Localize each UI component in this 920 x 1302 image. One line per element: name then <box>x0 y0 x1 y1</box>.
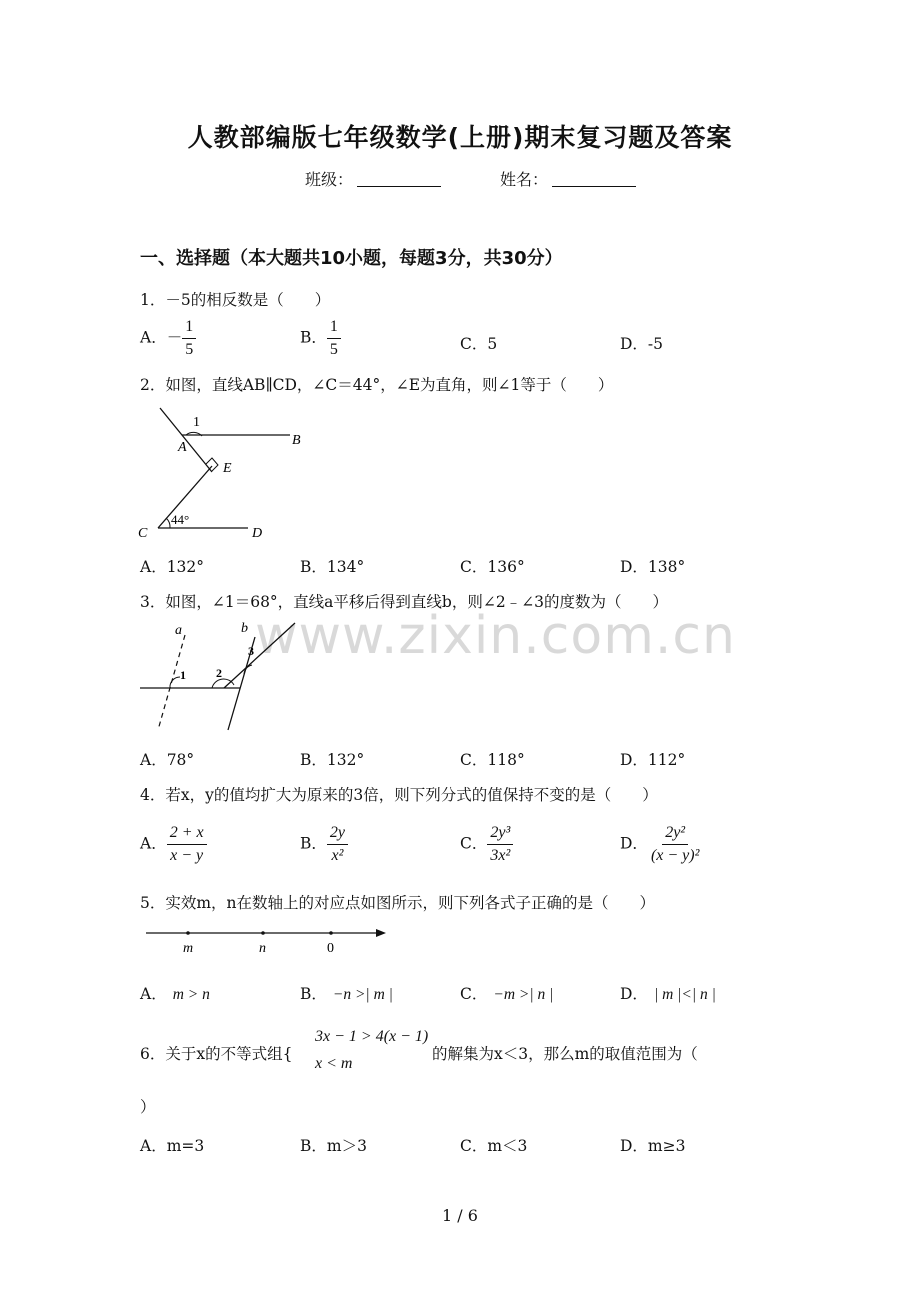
q6-option-b: B．m＞3 <box>300 1137 367 1155</box>
q5-c-label: C． <box>460 985 488 1003</box>
q3-label-a: a <box>175 623 182 638</box>
q3-figure <box>130 615 305 735</box>
q2-option-d: D．138° <box>620 558 686 576</box>
q4-option-c <box>460 824 513 865</box>
name-blank <box>552 172 636 187</box>
q4-b-num: 2y <box>327 824 348 845</box>
q2-label-angle: 44° <box>171 512 190 527</box>
q4-c-label: C． <box>460 834 488 853</box>
q4-c-num: 2y³ <box>487 824 513 845</box>
name-field <box>500 167 636 190</box>
q5-b-expr: −n >| m | <box>332 986 393 1003</box>
q5-stem: 5．实效m，n在数轴上的对应点如图所示，则下列各式子正确的是（ ） <box>140 894 656 912</box>
q2-label-E: E <box>223 461 232 476</box>
q5-c-expr: −m >| n | <box>493 986 554 1003</box>
q4-option-a <box>140 824 207 865</box>
q1-a-label: A． <box>140 328 167 347</box>
q6-stem-post: 的解集为x＜3，那么m的取值范围为（ <box>432 1045 698 1063</box>
q4-b-label: B． <box>300 834 327 853</box>
document-title: 人教部编版七年级数学(上册)期末复习题及答案 <box>187 123 733 152</box>
q1-b-fraction <box>327 318 341 359</box>
q2-label-D: D <box>252 526 263 541</box>
q5-label-m: m <box>183 941 194 956</box>
q4-d-num: 2y² <box>662 824 688 845</box>
q4-a-den: x − y <box>170 847 204 864</box>
q4-stem: 4．若x，y的值均扩大为原来的3倍，则下列分式的值保持不变的是（ ） <box>140 786 658 804</box>
q6-option-a: A．m=3 <box>140 1137 205 1155</box>
q2-label-A: A <box>178 440 187 455</box>
q3-option-b: B．132° <box>300 751 365 769</box>
class-blank <box>357 172 441 187</box>
q3-option-d: D．112° <box>620 751 686 769</box>
q2-figure <box>130 400 320 545</box>
q4-d-fraction <box>648 824 702 865</box>
q1-a-den: 5 <box>185 341 194 358</box>
q4-a-label: A． <box>140 834 167 853</box>
q1-stem: 1．－5的相反数是（ ） <box>140 291 331 309</box>
q1-a-sign: － <box>166 328 183 347</box>
q1-b-num: 1 <box>327 318 341 339</box>
q1-option-b <box>300 318 341 359</box>
q4-option-b <box>300 824 348 865</box>
q3-option-a: A．78° <box>140 751 195 769</box>
q4-c-fraction <box>487 824 513 865</box>
q3-label-3: 3 <box>248 644 254 658</box>
q2-label-C: C <box>138 526 148 541</box>
q4-a-fraction <box>167 824 207 865</box>
q3-option-c: C．118° <box>460 751 525 769</box>
q2-label-1: 1 <box>193 415 200 430</box>
q4-d-den: (x − y)² <box>650 847 700 864</box>
watermark: www.zixin.com.cn <box>255 606 736 666</box>
q2-label-B: B <box>292 433 301 448</box>
q5-number-line <box>140 920 390 956</box>
class-field <box>305 167 441 190</box>
q3-label-b: b <box>241 621 248 636</box>
q3-label-2: 2 <box>216 666 222 680</box>
q5-option-d <box>620 982 716 1004</box>
q5-a-label: A． <box>140 985 167 1003</box>
section-heading: 一、选择题（本大题共10小题，每题3分，共30分） <box>140 248 563 269</box>
q1-a-num: 1 <box>182 318 196 339</box>
q1-b-den: 5 <box>329 341 338 358</box>
q6-option-c: C．m＜3 <box>460 1137 528 1155</box>
q1-a-fraction <box>182 318 196 359</box>
q5-label-n: n <box>259 941 266 956</box>
q5-option-c <box>460 982 553 1004</box>
q2-option-c: C．136° <box>460 558 525 576</box>
q6-system-line-2: x < m <box>315 1055 353 1072</box>
q3-label-1: 1 <box>180 668 186 682</box>
page-number: 1 / 6 <box>442 1206 478 1225</box>
q4-b-den: x² <box>331 847 344 864</box>
q4-option-d <box>620 824 702 865</box>
q5-d-expr: | m |<| n | <box>653 986 716 1003</box>
q1-option-c: C．5 <box>460 335 498 353</box>
q2-option-b: B．134° <box>300 558 365 576</box>
q4-c-den: 3x² <box>490 847 511 864</box>
q1-option-a <box>140 318 196 359</box>
q4-b-fraction <box>327 824 348 865</box>
q2-option-a: A．132° <box>140 558 205 576</box>
q5-label-0: 0 <box>327 941 334 956</box>
q3-stem: 3．如图，∠1＝68°，直线a平移后得到直线b，则∠2﹣∠3的度数为（ ） <box>140 593 669 611</box>
q6-stem-end: ） <box>140 1098 156 1116</box>
q4-d-label: D． <box>620 834 648 853</box>
q5-a-expr: m > n <box>172 986 210 1003</box>
q1-option-d: D．-5 <box>620 335 664 353</box>
q6-option-d: D．m≥3 <box>620 1137 686 1155</box>
q5-b-label: B． <box>300 985 327 1003</box>
q6-system-line-1: 3x − 1 > 4(x − 1) <box>315 1028 429 1045</box>
q2-stem: 2．如图，直线AB∥CD，∠C＝44°，∠E为直角，则∠1等于（ ） <box>140 376 614 394</box>
q5-d-label: D． <box>620 985 648 1003</box>
q6-stem-pre: 6．关于x的不等式组{ <box>140 1045 293 1063</box>
q5-option-b <box>300 982 393 1004</box>
q4-a-num: 2 + x <box>167 824 207 845</box>
q1-b-label: B． <box>300 328 327 347</box>
name-label: 姓名： <box>500 170 549 189</box>
class-label: 班级： <box>305 170 354 189</box>
q5-option-a <box>140 982 210 1004</box>
